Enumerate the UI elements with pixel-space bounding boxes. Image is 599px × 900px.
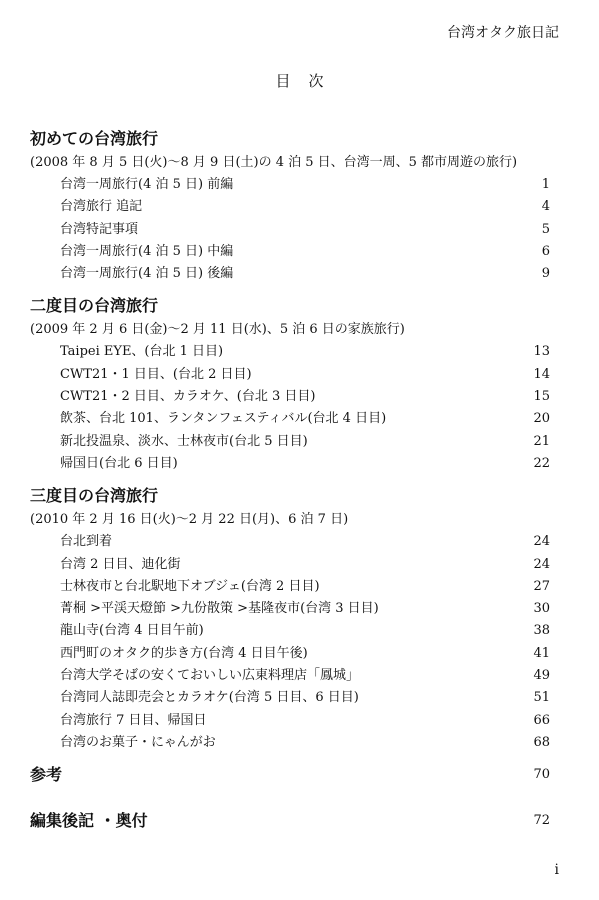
toc-entry[interactable] bbox=[30, 598, 550, 620]
entry-label: 台湾同人誌即売会とカラオケ(台湾 5 日目、6 日目) bbox=[60, 690, 359, 706]
entry-label: 台湾のお菓子・にゃんがお bbox=[60, 734, 216, 750]
entry-page-number: 41 bbox=[533, 645, 550, 661]
toc-entry[interactable] bbox=[30, 364, 550, 386]
section-date-note: (2010 年 2 月 16 日(火)～2 月 22 日(月)、6 泊 7 日) bbox=[30, 512, 349, 528]
section-title[interactable]: 三度目の台湾旅行 bbox=[30, 486, 159, 506]
entry-page-number: 30 bbox=[533, 601, 550, 617]
references-label: 参考 bbox=[30, 765, 63, 785]
entry-page-number: 5 bbox=[541, 221, 550, 237]
entry-page-number: 68 bbox=[533, 734, 550, 750]
entry-label: 西門町のオタク的歩き方(台湾 4 日目午後) bbox=[60, 645, 308, 661]
toc-entry[interactable] bbox=[30, 665, 550, 687]
toc-entry[interactable] bbox=[30, 687, 550, 709]
afterword-label: 編集後記 ・奥付 bbox=[30, 811, 148, 831]
toc-entry[interactable] bbox=[30, 576, 550, 598]
toc-entry[interactable] bbox=[30, 219, 550, 241]
entry-page-number: 24 bbox=[533, 556, 550, 572]
toc-entry[interactable] bbox=[30, 431, 550, 453]
entry-page-number: 20 bbox=[533, 411, 550, 427]
afterword-page-number: 72 bbox=[533, 813, 550, 829]
entry-label: 台湾一周旅行(4 泊 5 日) 後編 bbox=[60, 266, 234, 282]
toc-entry[interactable] bbox=[30, 620, 550, 642]
toc-entry[interactable] bbox=[30, 732, 550, 754]
toc-references[interactable] bbox=[30, 762, 550, 788]
toc-entry[interactable] bbox=[30, 386, 550, 408]
entry-page-number: 22 bbox=[533, 455, 550, 471]
entry-page-number: 15 bbox=[533, 389, 550, 405]
entry-page-number: 38 bbox=[533, 623, 550, 639]
entry-label: 台湾 2 日目、迪化街 bbox=[60, 556, 181, 572]
page-folio: i bbox=[554, 862, 559, 878]
toc-entry[interactable] bbox=[30, 554, 550, 576]
entry-page-number: 6 bbox=[541, 243, 550, 259]
entry-label: 帰国日(台北 6 日目) bbox=[60, 455, 178, 471]
toc-entry[interactable] bbox=[30, 196, 550, 218]
entry-label: 台湾一周旅行(4 泊 5 日) 中編 bbox=[60, 243, 234, 259]
toc-entry[interactable] bbox=[30, 408, 550, 430]
entry-label: 台湾特記事項 bbox=[60, 221, 139, 237]
toc-section-1 bbox=[30, 126, 550, 285]
entry-page-number: 27 bbox=[533, 578, 550, 594]
entry-label: 台湾一周旅行(4 泊 5 日) 前編 bbox=[60, 177, 234, 192]
entry-page-number: 21 bbox=[533, 433, 550, 449]
entry-page-number: 13 bbox=[533, 344, 550, 360]
entry-label: 菁桐 >平渓天燈節 >九份散策 >基隆夜市(台湾 3 日目) bbox=[60, 601, 379, 617]
toc-entry[interactable] bbox=[30, 710, 550, 732]
toc-section-3 bbox=[30, 483, 550, 754]
section-date-note: (2009 年 2 月 6 日(金)～2 月 11 日(水)、5 泊 6 日の家族旅行) bbox=[30, 322, 405, 338]
running-head: 台湾オタク旅日記 bbox=[447, 25, 559, 41]
toc-section-2 bbox=[30, 293, 550, 475]
entry-page-number: 66 bbox=[533, 712, 550, 728]
entry-label: 龍山寺(台湾 4 日目午前) bbox=[60, 623, 204, 639]
entry-page-number: 14 bbox=[533, 366, 550, 382]
entry-page-number: 51 bbox=[533, 690, 550, 706]
table-of-contents bbox=[30, 126, 550, 834]
toc-entry[interactable] bbox=[30, 341, 550, 363]
section-title[interactable]: 二度目の台湾旅行 bbox=[30, 296, 159, 316]
entry-page-number: 9 bbox=[541, 266, 550, 282]
entry-page-number: 24 bbox=[533, 534, 550, 550]
entry-page-number: 1 bbox=[541, 177, 550, 192]
entry-label: 台北到着 bbox=[60, 534, 113, 550]
entry-label: 台湾大学そばの安くておいしい広東料理店「鳳城」 bbox=[60, 668, 360, 684]
entry-label: Taipei EYE、(台北 1 日目) bbox=[60, 344, 224, 360]
entry-label: 台湾旅行 追記 bbox=[60, 199, 143, 215]
toc-title: 目次 bbox=[275, 72, 342, 90]
toc-afterword[interactable] bbox=[30, 808, 550, 834]
entry-label: 飲茶、台北 101、ランタンフェスティバル(台北 4 日目) bbox=[60, 411, 387, 427]
toc-entry[interactable] bbox=[30, 453, 550, 475]
toc-entry[interactable] bbox=[30, 643, 550, 665]
entry-page-number: 49 bbox=[533, 668, 550, 684]
entry-label: CWT21・1 日目、(台北 2 日目) bbox=[60, 366, 252, 382]
entry-page-number: 4 bbox=[541, 199, 550, 215]
entry-label: 台湾旅行 7 日目、帰国日 bbox=[60, 712, 207, 728]
references-page-number: 70 bbox=[533, 767, 550, 783]
toc-entry[interactable] bbox=[30, 263, 550, 285]
toc-entry[interactable] bbox=[30, 531, 550, 553]
section-title[interactable]: 初めての台湾旅行 bbox=[30, 129, 159, 148]
toc-entry[interactable] bbox=[30, 241, 550, 263]
entry-label: 士林夜市と台北駅地下オブジェ(台湾 2 日目) bbox=[60, 578, 320, 594]
entry-label: CWT21・2 日目、カラオケ、(台北 3 日目) bbox=[60, 389, 316, 405]
entry-label: 新北投温泉、淡水、士林夜市(台北 5 日目) bbox=[60, 433, 308, 449]
toc-entry[interactable] bbox=[30, 174, 550, 196]
section-date-note: (2008 年 8 月 5 日(火)～8 月 9 日(土)の 4 泊 5 日、台湾一周、5 都市周遊の旅行) bbox=[30, 155, 518, 170]
